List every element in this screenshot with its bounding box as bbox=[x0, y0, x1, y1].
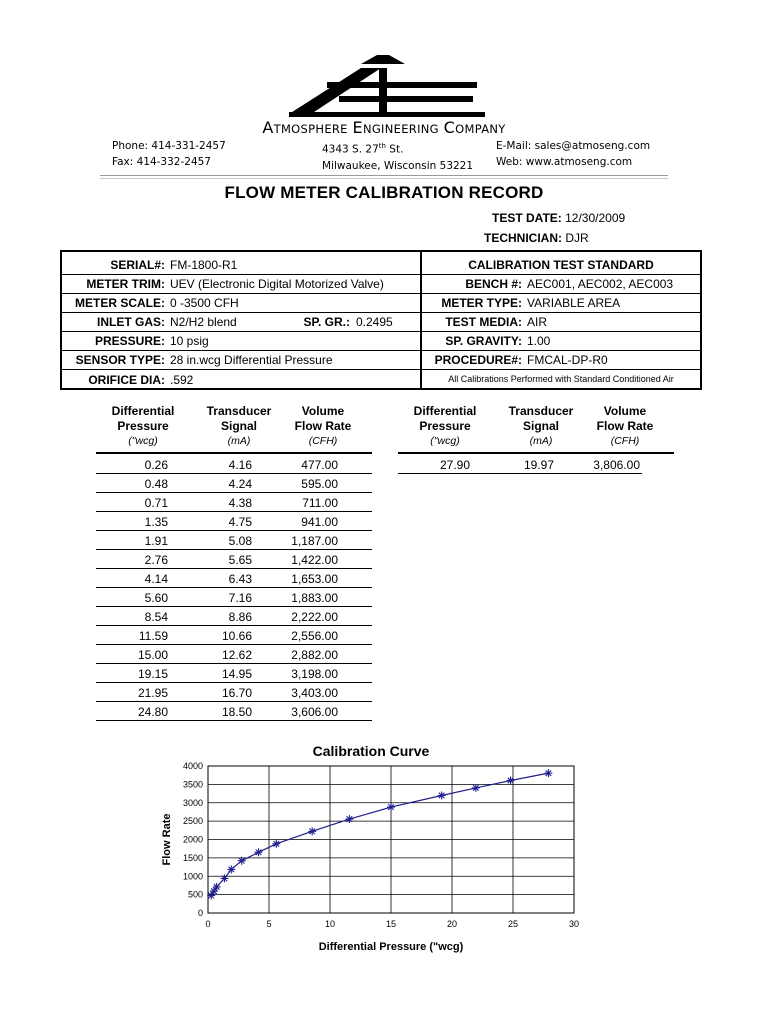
pressure-cell: 4.14 bbox=[144, 572, 168, 586]
table-row bbox=[96, 531, 372, 550]
y-tick-label: 1500 bbox=[182, 852, 203, 863]
signal-cell: 19.97 bbox=[523, 458, 554, 472]
signal-cell: 4.24 bbox=[228, 477, 252, 491]
test-media-row: TEST MEDIA: AIR bbox=[422, 313, 700, 332]
pressure-row: PRESSURE: 10 psig bbox=[62, 332, 420, 351]
y-tick-label: 500 bbox=[187, 889, 203, 900]
technician: TECHNICIAN: DJR bbox=[484, 231, 589, 245]
street-address: 4343 S. 27th St. bbox=[322, 142, 404, 156]
flow-cell: 2,222.00 bbox=[291, 610, 338, 624]
pressure-cell: 15.00 bbox=[137, 648, 168, 662]
pressure-cell: 1.35 bbox=[144, 515, 168, 529]
x-tick-label: 0 bbox=[205, 919, 211, 929]
flow-cell: 1,883.00 bbox=[291, 591, 338, 605]
bench-row: BENCH #: AEC001, AEC002, AEC003 bbox=[422, 275, 700, 294]
signal-cell: 16.70 bbox=[221, 686, 252, 700]
data-point-marker bbox=[438, 791, 446, 799]
table-row bbox=[96, 588, 372, 607]
meter-info-table bbox=[60, 250, 702, 390]
pressure-cell: 2.76 bbox=[144, 553, 168, 567]
x-tick-label: 30 bbox=[568, 919, 580, 929]
left-col-header-flow: Volume Flow Rate (CFH) bbox=[294, 404, 352, 447]
calibration-curve-chart bbox=[150, 740, 590, 960]
signal-cell: 5.65 bbox=[228, 553, 252, 567]
signal-cell: 6.43 bbox=[228, 572, 252, 586]
y-tick-label: 3500 bbox=[182, 779, 203, 790]
table-row bbox=[96, 607, 372, 626]
flow-cell: 3,606.00 bbox=[291, 705, 338, 719]
x-axis-label: Differential Pressure ("wcg) bbox=[318, 941, 464, 953]
y-tick-label: 3000 bbox=[182, 797, 203, 808]
pressure-cell: 8.54 bbox=[144, 610, 168, 624]
data-point-marker bbox=[272, 840, 280, 848]
left-col-header-signal: Transducer Signal (mA) bbox=[206, 404, 272, 447]
table-row bbox=[96, 664, 372, 683]
pressure-cell: 0.71 bbox=[144, 496, 168, 510]
company-name-word-3: COMPANY bbox=[443, 118, 506, 137]
table-row bbox=[96, 474, 372, 493]
contact-online bbox=[496, 138, 650, 170]
x-tick-label: 5 bbox=[266, 919, 272, 929]
inlet-gas-row: INLET GAS: N2/H2 blend SP. GR.: 0.2495 bbox=[62, 313, 420, 332]
table-row bbox=[96, 512, 372, 531]
signal-cell: 4.16 bbox=[228, 458, 252, 472]
left-table-header-rule bbox=[96, 452, 372, 454]
flow-cell: 3,198.00 bbox=[291, 667, 338, 681]
table-row bbox=[96, 569, 372, 588]
pressure-cell: 27.90 bbox=[439, 458, 470, 472]
pressure-cell: 1.91 bbox=[144, 534, 168, 548]
signal-cell: 5.08 bbox=[228, 534, 252, 548]
email-address: E-Mail: sales@atmoseng.com bbox=[496, 140, 651, 152]
signal-cell: 10.66 bbox=[221, 629, 252, 643]
right-table-header-rule bbox=[398, 452, 674, 454]
company-name bbox=[0, 118, 768, 137]
page-title: FLOW METER CALIBRATION RECORD bbox=[224, 183, 544, 202]
pressure-cell: 0.48 bbox=[144, 477, 168, 491]
web-address: Web: www.atmoseng.com bbox=[496, 156, 633, 168]
standard-heading-row: CALIBRATION TEST STANDARD bbox=[422, 256, 700, 275]
flow-cell: 3,403.00 bbox=[291, 686, 338, 700]
table-row bbox=[398, 455, 642, 474]
pressure-cell: 21.95 bbox=[137, 686, 168, 700]
orifice-row: ORIFICE DIA: .592 bbox=[88, 373, 194, 387]
flow-cell: 2,882.00 bbox=[291, 648, 338, 662]
contact-address bbox=[322, 138, 473, 174]
signal-cell: 18.50 bbox=[221, 705, 252, 719]
flow-cell: 941.00 bbox=[301, 515, 338, 529]
standard-note-row: All Calibrations Performed with Standard Conditioned Air bbox=[448, 374, 674, 384]
flow-cell: 711.00 bbox=[302, 496, 338, 510]
flow-cell: 1,422.00 bbox=[291, 553, 338, 567]
signal-cell: 8.86 bbox=[228, 610, 252, 624]
left-col-header-pressure: Differential Pressure ("wcg) bbox=[111, 404, 175, 447]
flow-cell: 2,556.00 bbox=[291, 629, 338, 643]
signal-cell: 14.95 bbox=[221, 667, 252, 681]
sp-gravity-row: SP. GRAVITY: 1.00 bbox=[422, 332, 700, 351]
table-row bbox=[96, 626, 372, 645]
table-row bbox=[96, 645, 372, 664]
sensor-type-row: SENSOR TYPE: 28 in.wcg Differential Pressure bbox=[62, 351, 420, 370]
meter-scale-row: METER SCALE: 0 -3500 CFH bbox=[62, 294, 420, 313]
table-row bbox=[96, 702, 372, 721]
meter-type-row: METER TYPE: VARIABLE AREA bbox=[422, 294, 700, 313]
fax-number: Fax: 414-332-2457 bbox=[112, 156, 211, 168]
phone-number: Phone: 414-331-2457 bbox=[112, 140, 226, 152]
flow-cell: 1,187.00 bbox=[291, 534, 338, 548]
company-name-word-1: ATMOSPHERE bbox=[262, 118, 348, 137]
company-logo bbox=[283, 52, 493, 120]
meter-trim-row: METER TRIM: UEV (Electronic Digital Motorized Valve) bbox=[62, 275, 420, 294]
signal-cell: 4.38 bbox=[228, 496, 252, 510]
y-tick-label: 2000 bbox=[182, 834, 203, 845]
pressure-cell: 11.59 bbox=[138, 629, 168, 643]
signal-cell: 4.75 bbox=[228, 515, 252, 529]
right-col-header-flow: Volume Flow Rate (CFH) bbox=[596, 404, 654, 447]
test-date: TEST DATE: 12/30/2009 bbox=[492, 211, 626, 225]
pressure-cell: 5.60 bbox=[144, 591, 168, 605]
data-point-marker bbox=[387, 803, 395, 811]
procedure-row: PROCEDURE#: FMCAL-DP-R0 bbox=[422, 351, 700, 370]
y-tick-label: 0 bbox=[197, 908, 203, 918]
serial-row: SERIAL#: FM-1800-R1 bbox=[62, 256, 420, 275]
company-name-word-2: ENGINEERING bbox=[352, 118, 439, 137]
contact-phone-fax bbox=[112, 138, 226, 170]
pressure-cell: 19.15 bbox=[137, 667, 168, 681]
x-tick-label: 15 bbox=[385, 919, 397, 929]
data-point-marker bbox=[227, 865, 235, 873]
data-point-marker bbox=[507, 776, 515, 784]
data-point-marker bbox=[255, 848, 263, 856]
flow-cell: 477.00 bbox=[301, 458, 338, 472]
y-axis-label: Flow Rate bbox=[161, 813, 173, 866]
signal-cell: 12.62 bbox=[221, 648, 252, 662]
y-tick-label: 2500 bbox=[182, 816, 203, 827]
x-tick-label: 25 bbox=[507, 919, 519, 929]
y-tick-label: 4000 bbox=[182, 761, 203, 771]
data-point-marker bbox=[472, 784, 480, 792]
chart-title: Calibration Curve bbox=[312, 743, 430, 759]
data-point-marker bbox=[308, 827, 316, 835]
table-row bbox=[96, 455, 372, 474]
flow-cell: 595.00 bbox=[301, 477, 338, 491]
flow-cell: 3,806.00 bbox=[593, 458, 640, 472]
right-col-header-signal: Transducer Signal (mA) bbox=[508, 404, 574, 447]
signal-cell: 7.16 bbox=[228, 591, 252, 605]
table-row bbox=[96, 683, 372, 702]
right-col-header-pressure: Differential Pressure ("wcg) bbox=[413, 404, 477, 447]
city-address: Milwaukee, Wisconsin 53221 bbox=[322, 159, 474, 172]
header-divider bbox=[100, 175, 668, 176]
x-tick-label: 10 bbox=[324, 919, 336, 929]
table-row bbox=[96, 550, 372, 569]
pressure-cell: 0.26 bbox=[144, 458, 168, 472]
pressure-cell: 24.80 bbox=[137, 705, 168, 719]
flow-cell: 1,653.00 bbox=[291, 572, 338, 586]
x-tick-label: 20 bbox=[446, 919, 458, 929]
header-divider-shadow bbox=[100, 178, 668, 179]
y-tick-label: 1000 bbox=[182, 871, 203, 882]
table-row bbox=[96, 493, 372, 512]
